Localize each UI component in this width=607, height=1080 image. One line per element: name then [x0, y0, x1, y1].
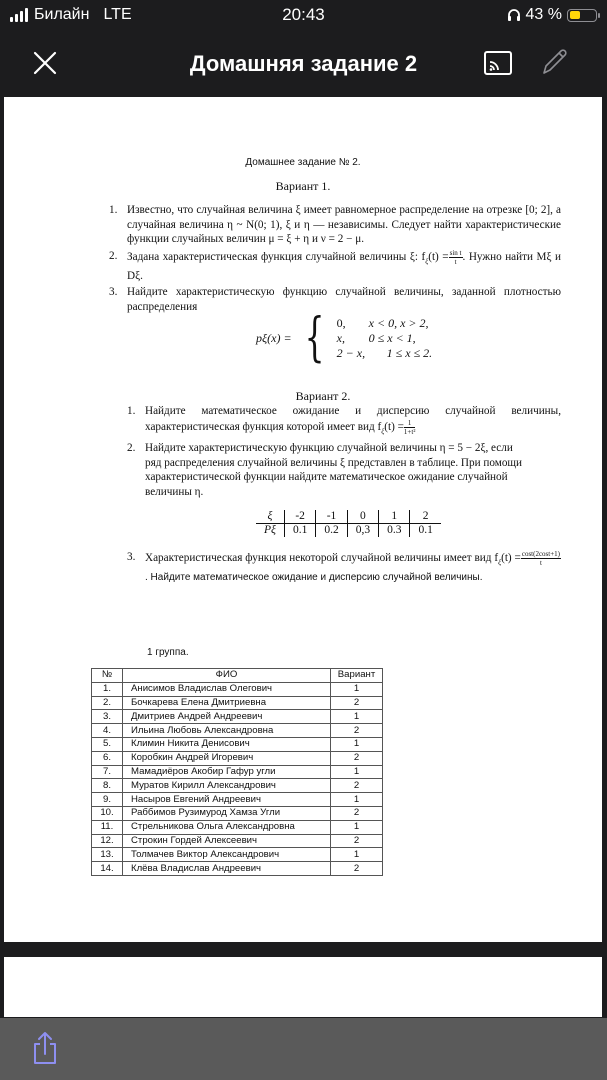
table-row: [92, 751, 383, 765]
student-variant: 2: [331, 834, 383, 848]
table-row: [92, 834, 383, 848]
student-variant: 1: [331, 848, 383, 862]
student-number: 9.: [92, 793, 123, 807]
student-number: 11.: [92, 820, 123, 834]
student-name: Анисимов Владислав Олегович: [123, 682, 331, 696]
network-type: LTE: [103, 6, 132, 23]
table-row: [92, 848, 383, 862]
variant-2-heading: Вариант 2.: [295, 389, 351, 403]
document-page-2[interactable]: [4, 957, 602, 1017]
variant-1-task-2: 2. Задана характеристическая функция случайной величины ξ: $f_\xi(t)$ = $\frac{\text{sin t}}{t}$ . Нужно найти Mξ и Dξ.: [109, 249, 561, 282]
fraction: $\frac{1}{\text{1+t²}}$: [403, 418, 416, 436]
share-icon: [30, 1030, 60, 1066]
student-number: 8.: [92, 779, 123, 793]
battery-icon: [567, 9, 597, 22]
student-name: Мамадиёров Акобир Гафур угли: [123, 765, 331, 779]
screen-cast-icon: [482, 48, 514, 78]
student-name: Климин Никита Денисович: [123, 737, 331, 751]
bottom-toolbar: [0, 1018, 607, 1080]
left-brace: {: [304, 308, 325, 368]
student-number: 4.: [92, 724, 123, 738]
student-variant: 1: [331, 710, 383, 724]
probabilities-row: Pξ 0.1 0.2 0,3 0.3 0.1: [256, 524, 441, 538]
table-row: [92, 820, 383, 834]
student-name: Коробкин Андрей Игоревич: [123, 751, 331, 765]
student-name: Раббимов Рузимурод Хамза Угли: [123, 806, 331, 820]
table-row: [92, 682, 383, 696]
student-name: Ильина Любовь Александровна: [123, 724, 331, 738]
battery-percent: 43 %: [525, 6, 562, 23]
student-number: 7.: [92, 765, 123, 779]
pencil-icon: [538, 45, 570, 79]
edit-button[interactable]: [538, 45, 570, 79]
fraction: $\frac{\text{sin t}}{t}$: [449, 249, 462, 266]
fraction: $\frac{\cos t(2\cos t+1)}{t}$: [521, 550, 561, 567]
variant-1-task-3: 3. Найдите характеристическую функцию случайной величины, заданной плотностью распределения: [109, 286, 561, 313]
table-row: [92, 862, 383, 876]
student-variant: 1: [331, 737, 383, 751]
column-header-number: №: [92, 669, 123, 683]
table-row: [92, 696, 383, 710]
document-page[interactable]: [4, 97, 602, 942]
student-number: 10.: [92, 806, 123, 820]
column-header-variant: Вариант: [331, 669, 383, 683]
student-variant: 2: [331, 862, 383, 876]
students-table: [91, 668, 383, 876]
table-row: [92, 765, 383, 779]
student-number: 1.: [92, 682, 123, 696]
clock: 20:43: [282, 5, 325, 24]
variant-1-task-1: 1. Известно, что случайная величина ξ имеет равномерное распределение на отрезке [0; 2], а случайная величина η ~ N(0; 1), ξ и η — независимы. Следует найти характеристические функции случайных величин μ = ξ + η и ν = 2 − μ.: [109, 204, 561, 245]
student-name: Дмитриев Андрей Андреевич: [123, 710, 331, 724]
column-header-name: ФИО: [123, 669, 331, 683]
values-row: ξ -2 -1 0 1 2: [256, 510, 441, 524]
student-number: 3.: [92, 710, 123, 724]
headphones-icon: [507, 8, 521, 22]
student-number: 12.: [92, 834, 123, 848]
student-name: Стрельникова Ольга Александровна: [123, 820, 331, 834]
student-variant: 2: [331, 724, 383, 738]
case-row: 0, x < 0, x > 2,: [336, 315, 429, 330]
student-number: 14.: [92, 862, 123, 876]
student-variant: 2: [331, 779, 383, 793]
variant-2-task-2: 2. Найдите характеристическую функцию случайной величины η = 5 − 2ξ, если ряд распределения случайной величины ξ представлен в таблице. При помощи характеристической функции найдите математическое ожидание случайной величины η.: [127, 442, 523, 498]
student-variant: 2: [331, 696, 383, 710]
screen-cast-button[interactable]: [482, 48, 514, 78]
nav-bar: [0, 33, 607, 95]
student-number: 6.: [92, 751, 123, 765]
table-row: [92, 724, 383, 738]
student-variant: 2: [331, 806, 383, 820]
case-row: 2 − x, 1 ≤ x ≤ 2.: [336, 345, 433, 360]
student-number: 5.: [92, 737, 123, 751]
student-name: Муратов Кирилл Александрович: [123, 779, 331, 793]
status-bar: [0, 0, 607, 33]
density-formula: pξ(x) = { 0, x < 0, x > 2, x, 0 ≤ x < 1, 2 − x, 1 ≤ x ≤ 2.: [256, 308, 433, 368]
student-name: Строкин Гордей Алексеевич: [123, 834, 331, 848]
variant-1-heading: Вариант 1.: [275, 179, 331, 193]
table-header-row: [92, 669, 383, 683]
variant-2-task-1: 1. Найдите математическое ожидание и дисперсию случайной величины, характеристическая функция которой имеет вид $f_\xi(t)$ = $\frac{1}{\text{1+t²}}$: [127, 405, 561, 436]
table-row: [92, 737, 383, 751]
case-row: x, 0 ≤ x < 1,: [336, 330, 416, 345]
student-variant: 1: [331, 682, 383, 696]
student-variant: 1: [331, 820, 383, 834]
student-name: Бочкарева Елена Дмитриевна: [123, 696, 331, 710]
student-variant: 2: [331, 751, 383, 765]
table-row: [92, 806, 383, 820]
homework-title: Домашнее задание № 2.: [245, 157, 361, 168]
student-variant: 1: [331, 765, 383, 779]
table-row: [92, 779, 383, 793]
student-name: Клёва Владислав Андреевич: [123, 862, 331, 876]
student-number: 2.: [92, 696, 123, 710]
distribution-table: [256, 510, 441, 537]
share-button[interactable]: [30, 1030, 60, 1066]
student-name: Толмачев Виктор Александрович: [123, 848, 331, 862]
table-row: [92, 793, 383, 807]
student-number: 13.: [92, 848, 123, 862]
student-variant: 1: [331, 793, 383, 807]
carrier-name: Билайн: [34, 6, 90, 23]
variant-2-task-3: 3. Характеристическая функция некоторой случайной величины имеет вид $f_\xi(t)$ = $\frac{\cos t(2\cos t+1)}{t}$ . Найдите математическое ожидание и дисперсию случайной величины.: [127, 550, 561, 583]
student-name: Насыров Евгений Андреевич: [123, 793, 331, 807]
document-title: Домашняя задание 2: [189, 51, 418, 76]
group-label: 1 группа.: [147, 647, 189, 658]
table-row: [92, 710, 383, 724]
